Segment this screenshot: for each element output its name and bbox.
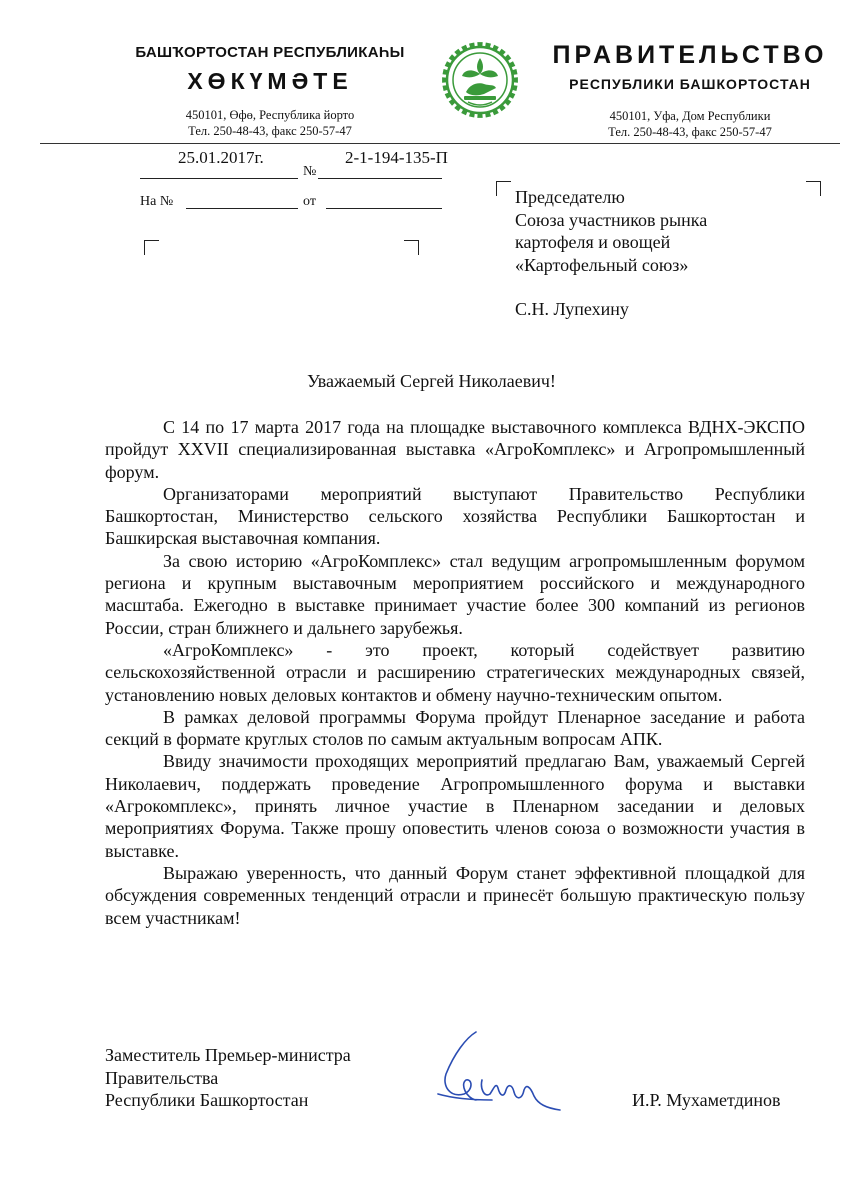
body-paragraph: В рамках деловой программы Форума пройдут Пленарное заседание и работа секций в формате круглых столов по самым актуальным вопросам АПК. (105, 706, 805, 750)
document-date: 25.01.2017г. (178, 148, 264, 167)
number-label: № (303, 164, 317, 179)
letterhead-bashkir (110, 44, 430, 139)
addressee-line: картофеля и овощей (515, 232, 671, 252)
number-field-line (318, 178, 442, 179)
date-field-line (140, 178, 298, 179)
from-field-line (326, 208, 442, 209)
phones-russian: Тел. 250-48-43, факс 250-57-47 (608, 125, 772, 139)
corner-mark-top-left (144, 240, 159, 255)
address-russian: 450101, Уфа, Дом Республики (609, 109, 771, 123)
address-bashkir: 450101, Өфө, Республика йорто (185, 108, 355, 122)
org-name-bashkir-line2: ХӨКҮМӘТЕ (187, 68, 353, 94)
handwritten-signature (432, 1028, 562, 1112)
signatory-position-line: Заместитель Премьер-министра (105, 1045, 351, 1065)
addressee-line: Председателю (515, 187, 625, 207)
header-divider (40, 143, 840, 144)
reply-to-label: На № (140, 194, 174, 209)
body-paragraph: «АгроКомплекс» - это проект, который содействует развитию сельскохозяйственной отрасли и расширению стратегических международных связей, установлению новых деловых контактов и обмену научно-техническим опытом. (105, 639, 805, 705)
signatory-position (105, 1044, 351, 1112)
org-name-russian-line1: ПРАВИТЕЛЬСТВО (552, 41, 828, 69)
body-paragraph: Ввиду значимости проходящих мероприятий предлагаю Вам, уважаемый Сергей Николаевич, поддержать проведение Агропромышленного форума и выставки «Агрокомплекс», принять личное участие в Пленарном заседании и деловых мероприятиях Форума. Также прошу оповестить членов союза о возможности участия в выставке. (105, 751, 805, 861)
addressee-line: Союза участников рынка (515, 209, 708, 230)
document-number: 2-1-194-135-П (345, 148, 448, 167)
body-paragraph: Организаторами мероприятий выступают Правительство Республики Башкортостан, Министерство сельского хозяйства Республики Башкортостан и Башкирская выставочная компания. (105, 483, 805, 549)
signatory-position-line: Правительства (105, 1067, 219, 1088)
corner-mark-top-right (404, 240, 419, 255)
emblem-icon (440, 40, 520, 120)
body-paragraph: За свою историю «АгроКомплекс» стал ведущим агропромышленным форумом региона и крупным выставочным мероприятием российского и международного масштаба. Ежегодно в выставке принимает участие более 300 компаний из регионов России, стран ближнего и дальнего зарубежья. (105, 550, 805, 638)
org-name-bashkir-line1: БАШҠОРТОСТАН РЕСПУБЛИКАҺЫ (135, 44, 405, 61)
signatory-position-line: Республики Башкортостан (105, 1090, 309, 1110)
from-label: от (303, 194, 316, 209)
body-paragraph: Выражаю уверенность, что данный Форум станет эффективной площадкой для обсуждения современных тенденций отрасли и принесёт большую практическую пользу всем участникам! (105, 862, 805, 928)
phones-bashkir: Тел. 250-48-43, факс 250-57-47 (188, 124, 352, 138)
body-paragraph: С 14 по 17 марта 2017 года на площадке выставочного комплекса ВДНХ-ЭКСПО пройдут XXVII специализированная выставка «АгроКомплекс» и Агропромышленный форум. (105, 417, 805, 482)
salutation: Уважаемый Сергей Николаевич! (307, 371, 556, 391)
corner-mark-addressee-left (496, 181, 511, 196)
addressee-block (515, 186, 835, 321)
letterhead-russian (530, 40, 850, 140)
reply-to-field-line (186, 208, 298, 209)
addressee-name: С.Н. Лупехину (515, 299, 629, 319)
signatory-name: И.Р. Мухаметдинов (632, 1090, 781, 1110)
org-name-russian-line2: РЕСПУБЛИКИ БАШКОРТОСТАН (569, 76, 811, 92)
letter-body (105, 416, 805, 929)
addressee-line: «Картофельный союз» (515, 254, 689, 275)
